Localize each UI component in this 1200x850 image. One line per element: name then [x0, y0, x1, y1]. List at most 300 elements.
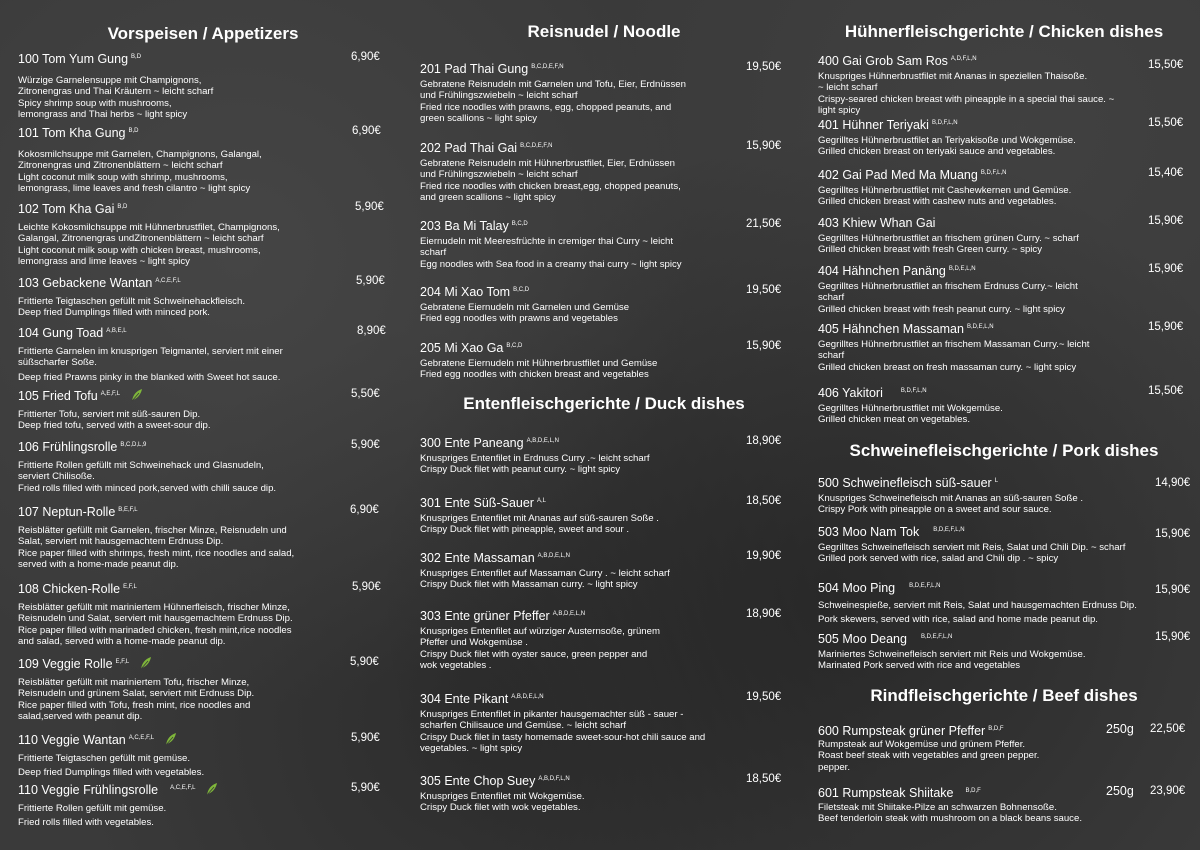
item-description-line: scharf [420, 247, 447, 259]
item-header [18, 50, 388, 67]
menu-item-107 [18, 503, 388, 570]
item-description-line: lemongrass and Thai herbs ~ light spicy [18, 108, 188, 120]
item-description-line: Egg noodles with Sea food in a creamy thai curry ~ light spicy [420, 258, 682, 270]
item-description-line: Pork skewers, served with rice, salad and home made peanut dip. [818, 614, 1098, 626]
item-description [420, 358, 788, 380]
item-description-line: und Frühlingszwiebeln ~ leicht scharf [420, 169, 578, 181]
item-allergens: A,B,D,E,L,N [537, 553, 570, 559]
item-description [420, 236, 788, 270]
item-description [420, 158, 788, 203]
item-description-line: Grilled chicken breast with cashew nuts and vegetables. [818, 196, 1057, 208]
item-description-line: and green scallions ~ light spicy [420, 191, 556, 203]
section-title-appetizers: Vorspeisen / Appetizers [107, 24, 299, 43]
item-price: 8,90€ [357, 325, 386, 337]
item-price: 22,50€ [1150, 723, 1186, 735]
item-description-line: wok vegetables . [420, 659, 492, 671]
item-price: 15,90€ [1155, 631, 1191, 643]
item-description-line: Knuspriges Hühnerbrustfilet mit Ananas in speziellen Thaisoße. [818, 71, 1088, 83]
item-description [18, 602, 388, 647]
item-description-line: Marinated Pork served with rice and vegetables [818, 660, 1021, 672]
item-price: 15,90€ [746, 340, 782, 352]
item-description-line: Deep fried Prawns pinky in the blanked with Sweet hot sauce. [18, 371, 281, 383]
menu-item-600 [818, 722, 1190, 773]
item-allergens: L [994, 478, 999, 484]
item-header [18, 387, 388, 404]
item-price: 5,90€ [355, 201, 384, 213]
item-header [420, 549, 788, 566]
item-price: 15,90€ [1148, 263, 1184, 275]
item-description-line: Crispy Duck filet in tasty homemade sweet-sour-hot chili sauce and [420, 731, 706, 743]
item-description-line: Rice paper filled with shrimps, fresh mint, rice noodles and salad, [18, 547, 295, 559]
item-allergens: E,F,L [115, 659, 130, 665]
item-price: 15,90€ [1148, 215, 1184, 227]
menu-item-304 [420, 690, 788, 754]
item-description-line: Filetsteak mit Shiitake-Pilze an schwarzen Bohnensoße. [818, 802, 1057, 814]
item-description-line: scharf [818, 292, 845, 304]
veggie-leaf-icon [139, 656, 153, 670]
item-description-line: Grilled chicken breast on teriyaki sauce and vegetables. [818, 146, 1056, 158]
item-header [818, 474, 1190, 491]
item-description [818, 71, 1190, 116]
item-description-line: Zitronengras und Thai Kräutern ~ leicht scharf [18, 86, 214, 98]
item-description-line: Knuspriges Schweinefleisch mit Ananas an süß-sauren Soße . [818, 493, 1084, 505]
item-description-line: Kokosmilchsuppe mit Garnelen, Champignons, Galangal, [18, 149, 262, 161]
item-description-line: Grilled pork served with rice, salad and Chili dip . ~ spicy [818, 553, 1059, 565]
item-allergens: A,B,D,F,L,N [538, 776, 570, 782]
section-title-beef: Rindfleischgerichte / Beef dishes [870, 686, 1138, 705]
menu-item-601 [818, 784, 1190, 825]
item-name: 300 Ente Paneang [420, 436, 524, 451]
item-allergens: B,D,F [965, 788, 981, 794]
item-description-line: Gebratene Eiernudeln mit Hühnerbrustfilet und Gemüse [420, 358, 658, 370]
item-header [18, 655, 388, 672]
item-allergens: A,C,E,F,L [155, 278, 181, 284]
item-header [420, 139, 788, 156]
item-name: 101 Tom Kha Gung [18, 126, 126, 141]
item-name: 100 Tom Yum Gung [18, 52, 129, 67]
item-description-line: Deep fried tofu, served with a sweet-sour dip. [18, 420, 211, 432]
item-name: 105 Fried Tofu [18, 389, 98, 404]
menu-item-404 [818, 262, 1190, 315]
item-allergens: A,E,F,L [100, 391, 121, 397]
item-price: 19,90€ [746, 550, 782, 562]
item-name: 601 Rumpsteak Shiitake [818, 786, 954, 801]
item-description-line: Gegrilltes Hühnerbrustfilet mit Cashewkernen und Gemüse. [818, 185, 1072, 197]
item-name: 402 Gai Pad Med Ma Muang [818, 168, 978, 183]
item-name: 108 Chicken-Rolle [18, 582, 121, 597]
item-description [818, 493, 1190, 515]
menu-item-202 [420, 139, 788, 203]
item-name: 107 Neptun-Rolle [18, 505, 116, 520]
item-price: 5,90€ [352, 581, 381, 593]
item-description-line: Grilled chicken meat on vegetables. [818, 414, 970, 426]
item-description-line: lemongrass, lime leaves and fresh cilantro ~ light spicy [18, 182, 251, 194]
item-name: 110 Veggie Wantan [18, 733, 126, 748]
item-header [18, 200, 388, 217]
item-price: 15,90€ [1148, 321, 1184, 333]
item-price: 6,90€ [352, 125, 381, 137]
item-price: 5,90€ [351, 439, 380, 451]
menu-item-103 [18, 274, 388, 319]
item-description-line: Crispy Duck filet with peanut curry. ~ light spicy [420, 464, 621, 476]
item-description-line: Gegrilltes Hühnerbrustfilet an frischem Erdnuss Curry.~ leicht [818, 281, 1078, 293]
item-header [18, 731, 388, 748]
item-price: 5,90€ [351, 732, 380, 744]
item-price: 6,90€ [350, 504, 379, 516]
item-allergens: A,B,E,L [106, 328, 127, 334]
item-description-line: Knuspriges Entenfilet in Erdnuss Curry .~ leicht scharf [420, 453, 650, 465]
item-description-line: Knuspriges Entenfilet auf würziger Austernsoße, grünem [420, 626, 660, 638]
item-header [818, 52, 1190, 69]
item-description-line: Leichte Kokosmilchsuppe mit Hühnerbrustfilet, Champignons, [18, 222, 280, 234]
item-description-line: Würzige Garnelensuppe mit Champignons, [18, 75, 202, 87]
item-allergens: B,C,D,E,F,N [531, 64, 564, 70]
item-name: 110 Veggie Frühlingsrolle [18, 783, 159, 798]
menu-item-102 [18, 200, 388, 267]
item-description-line: Fried egg noodles with chicken breast and vegetables [420, 369, 649, 381]
item-allergens: B,D,F [988, 726, 1004, 732]
item-header [420, 283, 788, 300]
item-header [420, 494, 788, 511]
menu-item-300 [420, 434, 788, 476]
menu-item-405 [818, 320, 1190, 373]
item-name: 503 Moo Nam Tok [818, 525, 920, 540]
item-description [420, 513, 788, 535]
item-description-line: Beef tenderloin steak with mushroom on a black beans sauce. [818, 813, 1082, 825]
item-price: 19,50€ [746, 691, 782, 703]
item-description-line: Knuspriges Entenfilet mit Wokgemüse. [420, 791, 585, 803]
item-price: 5,90€ [356, 275, 385, 287]
item-allergens: B,D,E,F,L,N [933, 527, 965, 533]
item-description-line: Reisblätter gefüllt mit mariniertem Tofu, frischer Minze, [18, 677, 250, 689]
item-description-line: scharf [818, 350, 845, 362]
item-description-line: Gebratene Reisnudeln mit Hühnerbrustfilet, Eier, Erdnüssen [420, 158, 675, 170]
item-price: 18,50€ [746, 773, 782, 785]
item-description-line: Gegrilltes Hühnerbrustfilet an Teriyakisoße und Wokgemüse. [818, 135, 1076, 147]
item-price: 6,90€ [351, 51, 380, 63]
item-name: 406 Yakitori [818, 386, 883, 401]
menu-item-105 [18, 387, 388, 432]
item-description-line: Knuspriges Entenfilet in pikanter hausgemachter süß - sauer - [420, 709, 684, 721]
menu-item-101 [18, 124, 388, 194]
item-header [818, 630, 1190, 647]
item-allergens: B,C,D [513, 287, 530, 293]
item-description-line: Rice paper filled with marinaded chicken, fresh mint,rice noodles [18, 624, 292, 636]
item-description-line: und Frühlingszwiebeln ~ leicht scharf [420, 90, 578, 102]
item-header [420, 434, 788, 451]
item-name: 201 Pad Thai Gung [420, 62, 529, 77]
item-allergens: B,D,E,F,L,N [909, 583, 941, 589]
menu-item-406 [818, 384, 1190, 426]
menu-item-104 [18, 324, 388, 383]
item-header [18, 124, 388, 141]
item-description-line: Schweinespieße, serviert mit Reis, Salat und hausgemachten Erdnuss Dip. [818, 600, 1137, 612]
item-description-line: Fried rolls filled with minced pork,served with chilli sauce dip. [18, 482, 277, 494]
item-description [18, 677, 388, 722]
item-allergens: B,D,F,L,N [980, 170, 1007, 176]
item-name: 203 Ba Mi Talay [420, 219, 509, 234]
item-header [818, 579, 1190, 596]
item-description-line: Grilled chicken breast on fresh massaman curry. ~ light spicy [818, 361, 1077, 373]
item-name: 401 Hühner Teriyaki [818, 118, 929, 133]
item-description [420, 453, 788, 475]
item-allergens: B,E,F,L [118, 507, 138, 513]
item-description [818, 802, 1190, 824]
item-description-line: light spicy [818, 104, 861, 116]
item-description-line: Spicy shrimp soup with mushrooms, [18, 97, 172, 109]
item-description [18, 75, 388, 120]
item-description-line: Gebratene Eiernudeln mit Garnelen und Gemüse [420, 302, 630, 314]
item-description-line: Roast beef steak with vegetables and green pepper. [818, 750, 1040, 762]
item-allergens: A,B,D,E,L,N [552, 611, 586, 617]
item-description [818, 403, 1190, 425]
item-description-line: Frittierte Rollen gefüllt mit gemüse. [18, 803, 167, 815]
item-name: 104 Gung Toad [18, 326, 104, 341]
item-description-line: Salat, serviert mit hausgemachtem Erdnuss Dip. [18, 536, 224, 548]
item-description [818, 339, 1190, 373]
item-description-line: Reisblätter gefüllt mit mariniertem Hühnerfleisch, frischer Minze, [18, 602, 290, 614]
item-description-line: Fried egg noodles with prawns and vegetables [420, 313, 618, 325]
item-description-line: Gegrilltes Hühnerbrustfilet an frischem Massaman Curry.~ leicht [818, 339, 1090, 351]
menu-item-301 [420, 494, 788, 536]
item-allergens: A,L [536, 498, 546, 504]
chicken-pork-beef-column [818, 0, 1190, 850]
item-description [818, 542, 1190, 564]
item-header [18, 503, 388, 520]
item-description-line: Crispy Duck filet with wok vegetables. [420, 802, 581, 814]
item-description [818, 185, 1190, 207]
item-header [18, 324, 388, 341]
item-description-line: Light coconut milk soup with chicken breast, mushrooms, [18, 244, 261, 256]
item-price: 21,50€ [746, 218, 782, 230]
item-description-line: Galangal, Zitronengras undZitronenblättern ~ leicht scharf [18, 233, 264, 245]
menu-item-110-wantan [18, 731, 388, 779]
menu-item-109 [18, 655, 388, 722]
item-description-line: Mariniertes Schweinefleisch serviert mit Reis und Wokgemüse. [818, 649, 1086, 661]
menu-item-108 [18, 580, 388, 647]
menu-item-205 [420, 339, 788, 381]
item-description [420, 626, 788, 671]
item-description [18, 803, 388, 828]
item-name: 204 Mi Xao Tom [420, 285, 511, 300]
item-allergens: B,D [131, 54, 142, 60]
menu-item-402 [818, 166, 1190, 208]
item-price: 15,90€ [1155, 584, 1191, 596]
item-name: 305 Ente Chop Suey [420, 774, 536, 789]
item-allergens: B,C,D [511, 221, 528, 227]
item-allergens: B,D,F,L,N [900, 388, 927, 394]
item-description [818, 600, 1190, 625]
item-name: 102 Tom Kha Gai [18, 202, 115, 217]
item-description [818, 281, 1190, 315]
item-weight: 250g [1106, 722, 1134, 736]
item-price: 14,90€ [1155, 477, 1191, 489]
item-header [818, 320, 1190, 337]
menu-item-204 [420, 283, 788, 325]
item-description [818, 739, 1190, 773]
item-allergens: B,D,E,L,N [966, 324, 994, 330]
item-allergens: B,C,D,L,9 [120, 442, 147, 448]
item-description [18, 525, 388, 570]
item-description-line: Frittierte Teigtaschen gefüllt mit Schweinehackfleisch. [18, 296, 245, 308]
item-description-line: Eiernudeln mit Meeresfrüchte in cremiger thai Curry ~ leicht [420, 236, 674, 248]
item-name: 109 Veggie Rolle [18, 657, 113, 672]
item-name: 504 Moo Ping [818, 581, 896, 596]
menu-item-201 [420, 60, 788, 124]
item-header [818, 262, 1190, 279]
item-description-line: serviert Chilisoße. [18, 471, 95, 483]
item-allergens: B,D [117, 204, 128, 210]
item-allergens: B,C,D [506, 343, 523, 349]
menu-item-503 [818, 523, 1190, 565]
item-description-line: lemongrass and lime leaves ~ light spicy [18, 255, 190, 267]
item-price: 19,50€ [746, 61, 782, 73]
item-allergens: A,C,E,F,L [170, 785, 196, 791]
item-description-line: served with a home-made peanut dip. [18, 558, 179, 570]
menu-item-305 [420, 772, 788, 814]
section-title-pork: Schweinefleischgerichte / Pork dishes [849, 441, 1159, 460]
item-description-line: Crispy Duck filet with oyster sauce, green pepper and [420, 648, 648, 660]
item-header [420, 607, 788, 624]
menu-item-400 [818, 52, 1190, 116]
item-header [420, 772, 788, 789]
item-description-line: Gegrilltes Schweinefleisch serviert mit Reis, Salat und Chili Dip. ~ scharf [818, 542, 1126, 554]
item-name: 202 Pad Thai Gai [420, 141, 518, 156]
section-title-duck: Entenfleischgerichte / Duck dishes [463, 394, 745, 413]
item-header [18, 580, 388, 597]
item-header [420, 690, 788, 707]
menu-item-106 [18, 438, 388, 494]
noodle-duck-column [420, 0, 788, 850]
item-header [818, 784, 1190, 801]
item-allergens: A,D,F,L,N [950, 56, 977, 62]
item-description-line: Gebratene Reisnudeln mit Garnelen und Tofu, Eier, Erdnüssen [420, 79, 686, 91]
item-description-line: Deep fried Dumplings filled with minced pork. [18, 307, 210, 319]
section-title-chicken: Hühnerfleischgerichte / Chicken dishes [844, 22, 1164, 41]
item-description-line: Rumpsteak auf Wokgemüse und grünem Pfeffer. [818, 739, 1026, 751]
item-allergens: B,D,F,L,N [931, 120, 958, 126]
veggie-leaf-icon [164, 732, 178, 746]
item-header [18, 438, 388, 455]
item-description-line: Gegrilltes Hühnerbrustfilet an frischem grünen Curry. ~ scharf [818, 233, 1079, 245]
menu-item-100 [18, 50, 388, 120]
item-price: 15,50€ [1148, 59, 1184, 71]
item-name: 106 Frühlingsrolle [18, 440, 118, 455]
item-description [420, 302, 788, 324]
item-description [18, 296, 388, 318]
item-header [818, 384, 1190, 401]
item-description [420, 709, 788, 754]
item-description-line: Frittierte Teigtaschen gefüllt mit gemüse. [18, 753, 191, 765]
item-header [818, 214, 1190, 231]
item-price: 5,90€ [351, 782, 380, 794]
item-description-line: Zitronengras und Zitronenblättern ~ leicht scharf [18, 160, 223, 172]
item-allergens: A,C,E,F,L [128, 735, 155, 741]
item-weight: 250g [1106, 784, 1134, 798]
item-description-line: Frittierte Rollen gefüllt mit Schweinehack und Glasnudeln, [18, 460, 264, 472]
item-header [818, 166, 1190, 183]
item-description-line: ~ leicht scharf [818, 82, 878, 94]
item-name: 205 Mi Xao Ga [420, 341, 504, 356]
item-description-line: Fried rolls filled with vegetables. [18, 817, 154, 829]
menu-item-403 [818, 214, 1190, 256]
item-description-line: Grilled chicken breast with fresh Green curry. ~ spicy [818, 244, 1043, 256]
item-description-line: Rice paper filled with Tofu, fresh mint, rice noodles and [18, 699, 251, 711]
item-description [818, 649, 1190, 671]
item-allergens: A,B,D,E,L,N [511, 694, 544, 700]
item-description [18, 753, 388, 778]
item-description [18, 222, 388, 267]
item-price: 5,50€ [351, 388, 380, 400]
item-description [18, 149, 388, 194]
item-name: 404 Hähnchen Panäng [818, 264, 946, 279]
item-header [18, 274, 388, 291]
section-title-noodle: Reisnudel / Noodle [527, 22, 681, 41]
item-description-line: süßscharfer Soße. [18, 357, 97, 369]
item-name: 302 Ente Massaman [420, 551, 535, 566]
item-description-line: Frittierter Tofu, serviert mit süß-sauren Dip. [18, 409, 201, 421]
item-allergens: B,D,E,F,L,N [920, 634, 953, 640]
item-description [420, 79, 788, 124]
item-header [18, 781, 388, 798]
item-header [420, 217, 788, 234]
item-description-line: Crispy Pork with pineapple on a sweet and sour sauce. [818, 504, 1052, 516]
menu-item-302 [420, 549, 788, 591]
item-name: 103 Gebackene Wantan [18, 276, 153, 291]
item-description-line: Crispy Duck filet with pineapple, sweet and sour . [420, 524, 630, 536]
appetizers-column [18, 0, 388, 850]
menu-item-203 [420, 217, 788, 270]
item-header [420, 60, 788, 77]
item-allergens: B,C,D,E,F,N [520, 143, 553, 149]
item-description-line: Reisnudeln und Salat, serviert mit hausgemachtem Erdnuss Dip. [18, 613, 293, 625]
item-name: 403 Khiew Whan Gai [818, 216, 936, 231]
item-allergens: E,F,L [123, 584, 137, 590]
item-description-line: Knuspriges Entenfilet mit Ananas auf süß-sauren Soße . [420, 513, 659, 525]
item-description [18, 460, 388, 494]
item-header [818, 523, 1190, 540]
item-price: 15,50€ [1148, 385, 1184, 397]
item-description-line: Deep fried Dumplings filled with vegetables. [18, 767, 205, 779]
item-name: 505 Moo Deang [818, 632, 907, 647]
item-price: 5,90€ [350, 656, 379, 668]
item-allergens: A,B,D,E,L,N [526, 438, 559, 444]
item-price: 18,90€ [746, 435, 782, 447]
item-description-line: Reisblätter gefüllt mit Garnelen, frischer Minze, Reisnudeln und [18, 525, 287, 537]
item-description-line: vegetables. ~ light spicy [420, 742, 523, 754]
item-header [818, 116, 1190, 133]
menu-item-303 [420, 607, 788, 671]
item-description-line: Pfeffer und Wokgemüse . [420, 637, 528, 649]
item-price: 18,90€ [746, 608, 782, 620]
menu-item-110-spring-roll [18, 781, 388, 829]
item-description-line: Fried rice noodles with prawns, egg, chopped peanuts, and [420, 101, 672, 113]
menu-item-505 [818, 630, 1190, 672]
item-description [18, 346, 388, 383]
item-description-line: Crispy Duck filet with Massaman curry. ~ light spicy [420, 579, 638, 591]
veggie-leaf-icon [130, 388, 144, 402]
item-header [420, 339, 788, 356]
item-description-line: scharfen Chilisauce und Gemüse. ~ leicht scharf [420, 720, 627, 732]
item-name: 405 Hähnchen Massaman [818, 322, 964, 337]
item-name: 600 Rumpsteak grüner Pfeffer [818, 724, 986, 739]
item-description-line: Fried rice noodles with chicken breast,egg, chopped peanuts, [420, 180, 681, 192]
menu-item-504 [818, 579, 1190, 626]
item-description-line: Gegrilltes Hühnerbrustfilet mit Wokgemüse. [818, 403, 1003, 415]
item-price: 23,90€ [1150, 785, 1186, 797]
item-description [818, 135, 1190, 157]
item-header [818, 722, 1190, 739]
